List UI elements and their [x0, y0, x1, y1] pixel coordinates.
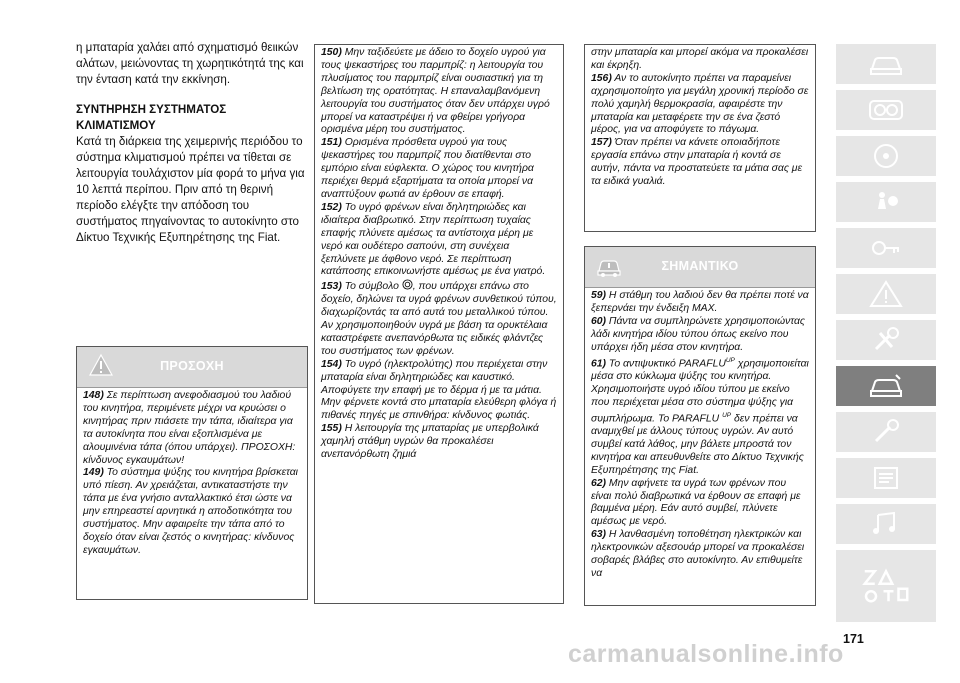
note-item: 152) Το υγρό φρένων είναι δηλητηριώδες και ιδιαίτερα διαβρωτικό. Στην περίπτωση τυχαίας επαφής πλύνετε αμέσως τα αντίστοιχα μέρη με νερό και ουδέτερο σαπούνι, στη συνέχεια ξεπλύνετε με άφθονο νερό. Σε περίπτωση κατάποσης επικοινωνήστε αμέσως με ένα γιατρό.	[321, 201, 546, 278]
steering-icon	[866, 141, 906, 171]
note-item: 151) Ορισμένα πρόσθετα υγρού για τους ψεκαστήρες του παρμπρίζ που διατίθενται στο εμπόριο είναι εύφλεκτα. Ο χώρος του κινητήρα περιέχει θερμά εξαρτήματα τα οποία μπορεί να αναπτύξουν φωτιά αν έρθουν σε επαφή.	[321, 137, 534, 200]
section-body: Κατά τη διάρκεια της χειμερινής περιόδου το σύστημα κλιματισμού πρέπει να τίθεται σε λειτουργία τουλάχιστον μία φορά το μήνα για 10 λεπτά περίπου. Πριν από τη θερινή περίοδο ελέγξτε την απόδοση του συστήματος πηγαίνοντας το αυτοκίνητο στο Δίκτυο Τεχνικής Εξυπηρέτησης της Fiat.	[76, 135, 305, 244]
tab-maintenance[interactable]	[836, 366, 936, 406]
important-item: 60) Πάντα να συμπληρώνετε χρησιμοποιώντας λάδι κινητήρα ιδίου τύπου όπως εκείνο που υπάρχει ήδη μέσα στον κινητήρα.	[591, 315, 805, 353]
note-item: 150) Μην ταξιδεύετε με άδειο το δοχείο υγρού για τους ψεκαστήρες του παρμπρίζ: η λειτουργία του πλυσίματος του παρμπρίζ είναι ουσιαστική για τη βελτίωση της ορατότητας. Η επαναλαμβανόμενη λειτουργία του συστήματος όταν δεν υπάρχει υγρό μπορεί να καταστρέψει ή να φθείρει γρήγορα ορισμένα μέρη του συστήματος.	[321, 47, 550, 136]
watermark-text: carmanualsonline.info	[568, 640, 844, 668]
column-1	[76, 40, 306, 246]
important-header	[585, 247, 815, 288]
key-icon	[866, 233, 906, 263]
note-item: 155) Η λειτουργία της μπαταρίας με υπερβολικά χαμηλή στάθμη υγρών θα προκαλέσει ανεπανόρθωτη ζημιά	[321, 423, 539, 461]
section-heading: ΣΥΝΤΗΡΗΣΗ ΣΥΣΤΗΜΑΤΟΣ ΚΛΙΜΑΤΙΣΜΟΥ	[76, 103, 227, 132]
dashboard-icon	[866, 95, 906, 125]
important-item: 63) Η λανθασμένη τοποθέτηση ηλεκτρικών και ηλεκτρονικών αξεσουάρ μπορεί να προκαλέσει σοβαρές βλάβες στο αυτοκίνητο. Αν επιθυμείτε να	[591, 529, 805, 579]
tab-warnings[interactable]	[836, 274, 936, 314]
tab-index[interactable]	[836, 550, 936, 622]
note-item: 153) Το σύμβολο , που υπάρχει επάνω στο δοχείο, δηλώνει τα υγρά φρένων συνθετικού τύπου, διαχωρίζοντάς τα από αυτά του μεταλλικού τύπου. Αν χρησιμοποιηθούν υγρά με βάση τα ορυκτέλαια καταστρέφετε ανεπανόρθωτα τις ειδικές φλάντζες του συστήματος των φρένων.	[321, 281, 557, 357]
index-icon	[861, 560, 911, 610]
warning-header	[77, 347, 307, 388]
continued-text: στην μπαταρία και μπορεί ακόμα να προκαλέσει και έκρηξη.	[591, 47, 809, 71]
tab-specs[interactable]	[836, 412, 936, 452]
important-item: 61) Το αντιψυκτικό $PARAFLU^{UP}$ χρησιμοποιείται μέσα στο κύκλωμα ψύξης του κινητήρα. Χρησιμοποιήστε υγρό ιδίου τύπου με εκείνο που περιέχεται μέσα στο σύστημα ψύξης για συμπλήρωμα. Το PARAFLU $^{UP}$ δεν πρέπει να αναμιχθεί με άλλους τύπους υγρών. Αν αυτό συμβεί κατά λάθος, μην βάλετε μπροστά τον κινητήρα και απευθυνθείτε στο Δίκτυο Τεχνικής Εξυπηρέτησης της Fiat.	[591, 356, 809, 476]
warning-box	[76, 346, 308, 600]
intro-paragraph: η μπαταρία χαλάει από σχηματισμό θειικών αλάτων, μειώνοντας τη χωρητικότητά της και την ένταση κατά την εκκίνηση.	[76, 41, 304, 86]
tab-starting[interactable]	[836, 228, 936, 268]
warning-item: 148) Σε περίπτωση ανεφοδιασμού του λαδιού του κινητήρα, περιμένετε μέχρι να κρυώσει ο κινητήρας πριν πιάσετε την τάπα, ιδιαίτερα για τα αυτοκίνητα που είναι εξοπλισμένα με αλουμινένια τάπα (όπου υπάρχει). ΠΡΟΣΟΧΗ: κίνδυνος εγκαυμάτων!	[83, 390, 296, 466]
tab-dashboard[interactable]	[836, 90, 936, 130]
tab-airbag[interactable]	[836, 182, 936, 222]
tab-car[interactable]	[836, 44, 936, 84]
tab-safety[interactable]	[836, 136, 936, 176]
tab-multimedia[interactable]	[836, 504, 936, 544]
multimedia-icon	[866, 509, 906, 539]
chapter-tabs	[836, 44, 946, 628]
specs-icon	[866, 463, 906, 493]
note-item: 154) Το υγρό (ηλεκτρολύτης) που περιέχεται στην μπαταρία είναι δηλητηριώδες και καυστικό. Αποφύγετε την επαφή με το δέρμα ή με τα μάτια. Μην φέρνετε κοντά στο μπαταρία ελεύθερη φλόγα ή πιθανές πηγές με σπινθήρα: κίνδυνος φωτιάς.	[321, 358, 557, 422]
brake-fluid-symbol-icon	[402, 279, 413, 290]
important-title: ΣΗΜΑΝΤΙΚΟ	[661, 259, 739, 273]
tab-technical-data[interactable]	[836, 458, 936, 498]
tab-emergency[interactable]	[836, 320, 936, 360]
important-item: 59) Η στάθμη του λαδιού δεν θα πρέπει ποτέ να ξεπερνάει την ένδειξη MAX.	[591, 290, 809, 314]
note-item: 157) Όταν πρέπει να κάνετε οποιαδήποτε εργασία επάνω στην μπαταρία ή κοντά σε αυτήν, πάντα να προστατεύετε τα μάτια σας με τα ειδικά γυαλιά.	[591, 137, 803, 188]
important-box	[584, 246, 816, 606]
warning-triangle-icon	[866, 279, 906, 309]
airbag-icon	[866, 187, 906, 217]
warning-title: ΠΡΟΣΟΧΗ	[160, 359, 224, 373]
note-item: 156) Αν το αυτοκίνητο πρέπει να παραμείνει αχρησιμοποίητο για μεγάλη χρονική περίοδο σε πολύ χαμηλή θερμοκρασία, αφαιρέστε την μπαταρία και μεταφέρετε την σε ένα ζεστό μέρος, για να αποφύγετε το πάγωμα.	[591, 72, 809, 136]
column-2	[314, 44, 564, 604]
important-item: 62) Μην αφήνετε τα υγρά των φρένων που είναι πολύ διαβρωτικά να έρθουν σε επαφή με βαμμένα μέρη. Εάν αυτό συμβεί, πλύνετε αμέσως με νερό.	[591, 477, 801, 528]
maintenance-car-icon	[866, 371, 906, 401]
column-3	[584, 44, 816, 606]
car-icon	[866, 49, 906, 79]
wrench-icon	[866, 325, 906, 355]
warning-item: 149) Το σύστημα ψύξης του κινητήρα βρίσκεται υπό πίεση. Αν χρειάζεται, αντικαταστήστε την τάπα με ένα γνήσιο ανταλλακτικό έτσι ώστε να μην επηρεαστεί αρνητικά η αποδοτικότητα του συστήματος. Μην αφαιρείτε την τάπα από το δοχείο όταν είναι ζεστός ο κινητήρας: κίνδυνος εγκαυμάτων.	[83, 467, 298, 556]
page-number: 171	[843, 632, 864, 646]
continued-warning	[584, 44, 816, 232]
tools-icon	[866, 417, 906, 447]
